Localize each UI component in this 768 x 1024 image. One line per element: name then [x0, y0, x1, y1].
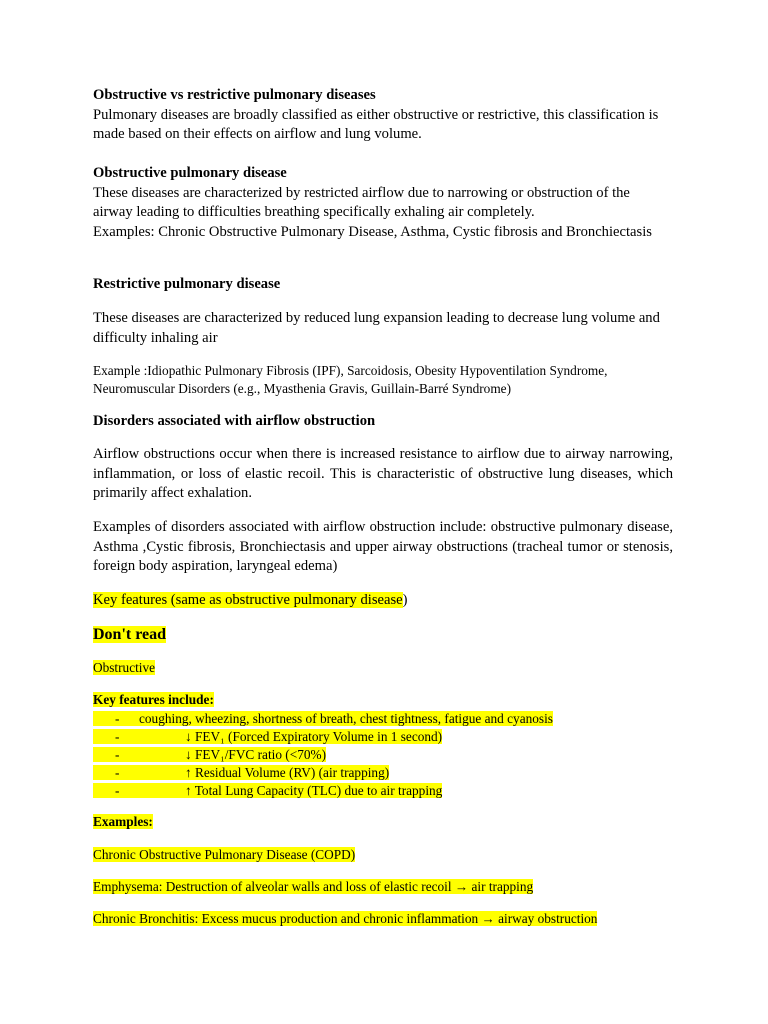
dont-read-heading: [93, 625, 673, 645]
heading-obstructive-disease: Obstructive pulmonary disease: [93, 165, 287, 181]
paragraph-airflow-examples: Examples of disorders associated with airflow obstruction include: obstructive pulmonary disease, Asthma ,Cystic fibrosis, Bronchiectasis and upper airway obstructions (tracheal tumor or stenosis, foreign body aspiration, laryngeal edema): [93, 519, 673, 574]
example-item: [93, 910, 673, 928]
bullet-dash: -: [115, 747, 120, 762]
bullet-text: ↑ Total Lung Capacity (TLC) due to air trapping: [185, 783, 443, 798]
paragraph-obstructive-examples: Examples: Chronic Obstructive Pulmonary Disease, Asthma, Cystic fibrosis and Bronchiectasis: [93, 223, 652, 240]
paragraph-restrictive: These diseases are characterized by reduced lung expansion leading to decrease lung volume and difficulty inhaling air: [93, 310, 660, 346]
bullet-dash: -: [115, 765, 120, 780]
bullet-dash: -: [115, 783, 120, 798]
examples-label: Examples:: [93, 814, 153, 829]
bullet-text: ↓ FEV₁ (Forced Expiratory Volume in 1 second): [185, 729, 443, 744]
bullet-text: coughing, wheezing, shortness of breath, chest tightness, fatigue and cyanosis: [139, 711, 553, 726]
paragraph-airflow-obstruction: Airflow obstructions occur when there is increased resistance to airflow due to airway narrowing, inflammation, or loss of elastic recoil. This is characteristic of obstructive lung diseases, which primarily affect exhalation.: [93, 446, 673, 501]
example-emphysema: Emphysema: Destruction of alveolar walls and loss of elastic recoil → air trapping: [93, 879, 534, 894]
heading-obstructive-vs-restrictive: Obstructive vs restrictive pulmonary diseases: [93, 87, 376, 103]
examples-line: [93, 813, 673, 831]
list-item: [93, 728, 442, 745]
example-item: [93, 846, 673, 864]
key-features-include: Key features include:: [93, 692, 214, 707]
section-obstructive: [93, 164, 673, 242]
example-copd: Chronic Obstructive Pulmonary Disease (COPD): [93, 847, 356, 862]
paragraph-obstructive: These diseases are characterized by restricted airflow due to narrowing or obstruction of the airway leading to difficulties breathing specifically exhaling air completely.: [93, 184, 630, 220]
key-features-close: ): [402, 592, 408, 608]
bullet-dash: -: [115, 729, 120, 744]
section-overview: [93, 86, 673, 145]
key-features-line: [93, 591, 673, 611]
bullet-dash: -: [115, 711, 120, 726]
list-item: [93, 746, 326, 763]
heading-restrictive-disease: Restrictive pulmonary disease: [93, 276, 281, 292]
bullet-text: ↓ FEV₁/FVC ratio (<70%): [185, 747, 327, 762]
list-item: [93, 764, 389, 781]
list-item: [93, 710, 553, 727]
list-item: [93, 782, 442, 799]
key-features-title: Key features (same as obstructive pulmonary disease: [93, 592, 403, 608]
bullet-text: ↑ Residual Volume (RV) (air trapping): [185, 765, 390, 780]
paragraph-restrictive-examples: Example :Idiopathic Pulmonary Fibrosis (IPF), Sarcoidosis, Obesity Hypoventilation Syndrome, Neuromuscular Disorders (e.g., Myasthenia Gravis, Guillain-Barré Syndrome): [93, 363, 608, 396]
heading-airflow-obstruction: Disorders associated with airflow obstruction: [93, 413, 376, 429]
paragraph-overview: Pulmonary diseases are broadly classified as either obstructive or restrictive, this classification is made based on their effects on airflow and lung volume.: [93, 106, 659, 142]
example-chronic-bronchitis: Chronic Bronchitis: Excess mucus production and chronic inflammation → airway obstruction: [93, 911, 598, 926]
obstructive-label: Obstructive: [93, 660, 156, 675]
obstructive-line: [93, 659, 673, 677]
key-features-include-line: [93, 691, 673, 709]
dont-read-text: Don't read: [93, 626, 167, 643]
example-item: [93, 878, 673, 896]
